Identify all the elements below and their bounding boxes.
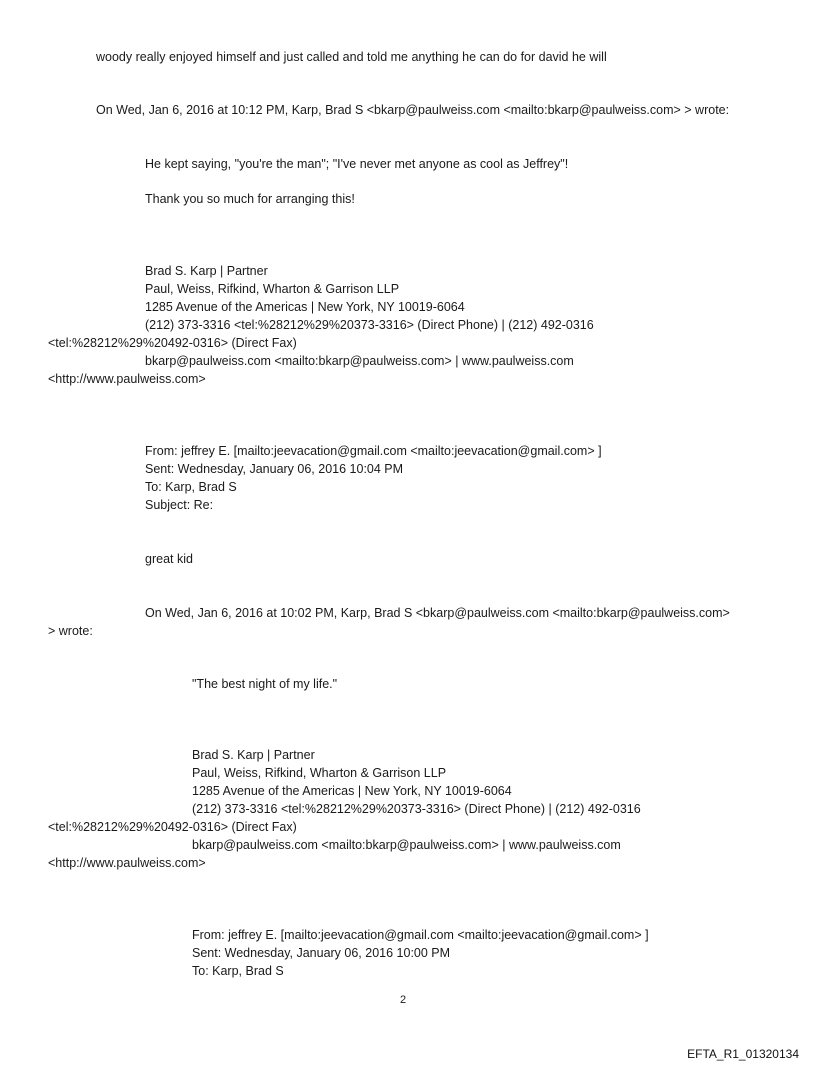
signature-address: 1285 Avenue of the Americas | New York, NY 10019-6064 [192, 784, 512, 798]
signature-fax: <tel:%28212%29%20492-0316> (Direct Fax) [48, 820, 297, 834]
quoted-line: He kept saying, "you're the man"; "I've never met anyone as cool as Jeffrey"! [145, 157, 569, 171]
signature-email: bkarp@paulweiss.com <mailto:bkarp@paulweiss.com> | www.paulweiss.com [192, 838, 621, 852]
header-to: To: Karp, Brad S [192, 964, 284, 978]
signature-name: Brad S. Karp | Partner [192, 748, 315, 762]
header-sent: Sent: Wednesday, January 06, 2016 10:04 PM [145, 462, 404, 476]
quote-header-wrap: > wrote: [48, 624, 93, 638]
signature-web: <http://www.paulweiss.com> [48, 372, 206, 386]
bates-number: EFTA_R1_01320134 [687, 1047, 799, 1061]
signature-fax: <tel:%28212%29%20492-0316> (Direct Fax) [48, 336, 297, 350]
quote-header: On Wed, Jan 6, 2016 at 10:02 PM, Karp, Brad S <bkarp@paulweiss.com <mailto:bkarp@paulweiss.com> [145, 606, 730, 620]
header-from: From: jeffrey E. [mailto:jeevacation@gmail.com <mailto:jeevacation@gmail.com> ] [192, 928, 649, 942]
signature-email: bkarp@paulweiss.com <mailto:bkarp@paulweiss.com> | www.paulweiss.com [145, 354, 574, 368]
page-number: 2 [400, 994, 407, 1006]
signature-firm: Paul, Weiss, Rifkind, Wharton & Garrison LLP [192, 766, 447, 780]
message-body: woody really enjoyed himself and just called and told me anything he can do for david he will [96, 50, 607, 64]
signature-firm: Paul, Weiss, Rifkind, Wharton & Garrison LLP [145, 282, 400, 296]
signature-address: 1285 Avenue of the Americas | New York, NY 10019-6064 [145, 300, 465, 314]
signature-name: Brad S. Karp | Partner [145, 264, 268, 278]
signature-phone: (212) 373-3316 <tel:%28212%29%20373-3316> (Direct Phone) | (212) 492-0316 [145, 318, 594, 332]
signature-web: <http://www.paulweiss.com> [48, 856, 206, 870]
header-from: From: jeffrey E. [mailto:jeevacation@gmail.com <mailto:jeevacation@gmail.com> ] [145, 444, 602, 458]
header-sent: Sent: Wednesday, January 06, 2016 10:00 PM [192, 946, 451, 960]
quoted-line: Thank you so much for arranging this! [145, 192, 355, 206]
message-body: great kid [145, 552, 193, 566]
header-subject: Subject: Re: [145, 498, 214, 512]
signature-phone: (212) 373-3316 <tel:%28212%29%20373-3316> (Direct Phone) | (212) 492-0316 [192, 802, 641, 816]
header-to: To: Karp, Brad S [145, 480, 237, 494]
quote-header: On Wed, Jan 6, 2016 at 10:12 PM, Karp, Brad S <bkarp@paulweiss.com <mailto:bkarp@paulweiss.com> > wrote: [96, 103, 730, 117]
quoted-line: "The best night of my life." [192, 677, 338, 691]
